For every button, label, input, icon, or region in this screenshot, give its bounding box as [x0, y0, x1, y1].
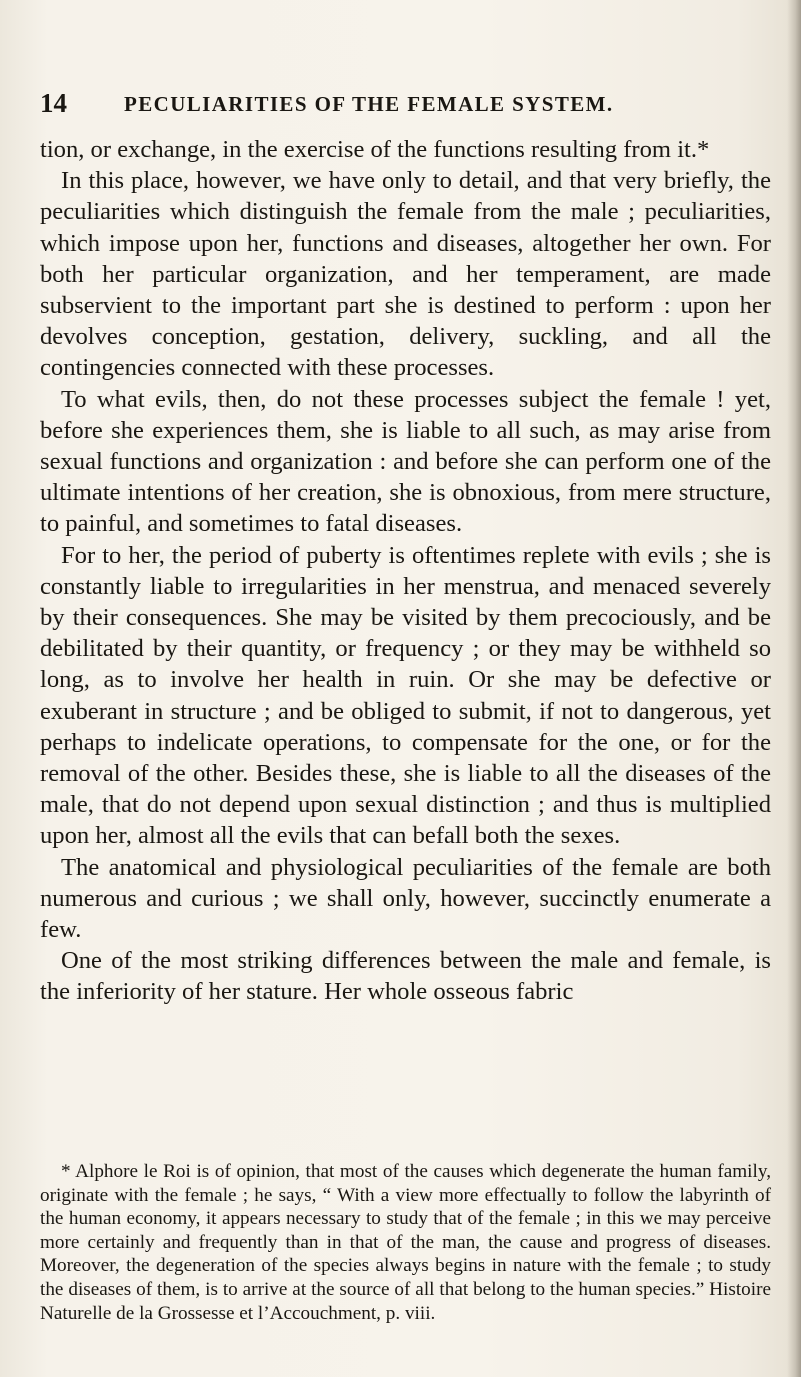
- paragraph-continuation: tion, or exchange, in the exercise of the functions resulting from it.*: [40, 136, 710, 163]
- paragraph: To what evils, then, do not these processes subject the female ! yet, before she experiences them, she is liable to all such, as may arise from sexual functions and organization : and before she can perform one of the ultimate intentions of her creation, she is obnoxious, from mere structure, to painful, and sometimes to fatal diseases.: [40, 385, 771, 538]
- paragraph: The anatomical and physiological peculiarities of the female are both numerous and curious ; we shall only, however, succinctly enumerate a few.: [40, 853, 771, 944]
- page-header: [40, 88, 780, 118]
- footnote: * Alphore le Roi is of opinion, that most of the causes which degenerate the human family, originate with the female ; he says, “ With a view more effectually to follow the labyrinth of the human economy, it appears necessary to study that of the female ; in this we may perceive more certainly and frequently than in that of the man, the cause and progress of diseases. Moreover, the degeneration of the species always begins in nature with the female ; to study the diseases of them, is to arrive at the source of all that belong to the human species.” Histoire Naturelle de la Grossesse et l’Accouchment, p. viii.: [40, 1161, 771, 1324]
- running-head: PECULIARITIES OF THE FEMALE SYSTEM.: [124, 92, 614, 116]
- body-text: [40, 134, 771, 1008]
- paragraph: One of the most striking differences between the male and female, is the inferiority of her stature. Her whole osseous fabric: [40, 947, 771, 1006]
- page-edge-shadow: [787, 0, 801, 1377]
- paragraph: For to her, the period of puberty is oftentimes replete with evils ; she is constantly liable to irregularities in her menstrua, and menaced severely by their consequences. She may be visited by them precociously, and be debilitated by their quantity, or frequency ; or they may be withheld so long, as to involve her health in ruin. Or she may be defective or exuberant in structure ; and be obliged to submit, if not to dangerous, yet perhaps to indelicate operations, to compensate for the one, or for the removal of the other. Besides these, she is liable to all the diseases of the male, that do not depend upon sexual distinction ; and thus is multiplied upon her, almost all the evils that can befall both the sexes.: [40, 541, 771, 850]
- paragraph: In this place, however, we have only to detail, and that very briefly, the peculiarities which distinguish the female from the male ; peculiarities, which impose upon her, functions and diseases, altogether her own. For both her particular organization, and her temperament, are made subservient to the important part she is destined to perform : upon her devolves conception, gestation, delivery, suckling, and all the contingencies connected with these processes.: [40, 167, 771, 382]
- page-number: 14: [40, 88, 67, 118]
